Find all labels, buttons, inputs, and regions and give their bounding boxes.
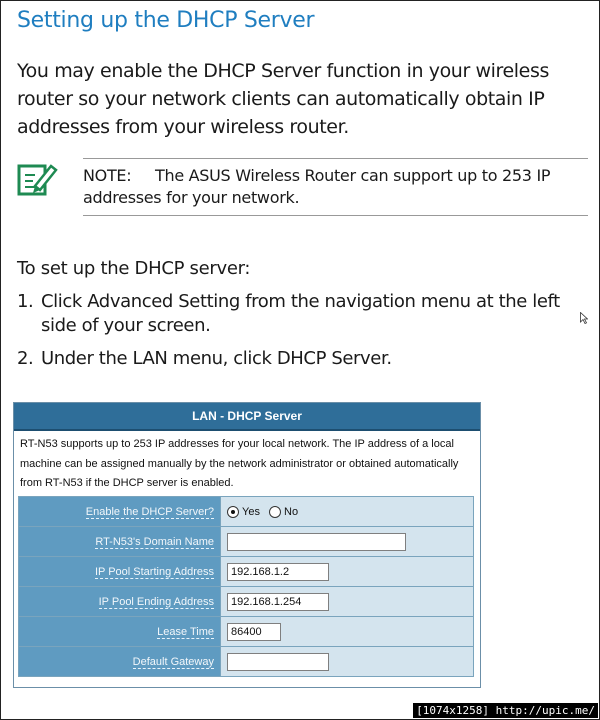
steps-lead: To set up the DHCP server: [17,258,251,279]
watermark-caption: [1074x1258] http://upic.me/ [413,703,598,718]
note-label: NOTE: [83,166,132,185]
step-text: Under the LAN menu, click DHCP Server. [41,348,392,369]
row-pool-start [19,557,474,587]
pool-end-label: IP Pool Ending Address [19,587,221,617]
row-lease-time [19,617,474,647]
step-text: Click Advanced Setting from the navigation menu at the left side of your screen. [41,291,560,336]
dhcp-no-radio[interactable] [269,506,281,518]
note-box [83,158,588,216]
row-pool-end [19,587,474,617]
enable-dhcp-options [221,497,474,527]
dhcp-yes-radio[interactable] [227,506,239,518]
lease-time-input[interactable]: 86400 [227,623,281,641]
step-2 [17,347,561,371]
lease-time-label: Lease Time [19,617,221,647]
step-number: 1. [17,291,34,312]
dhcp-settings-panel [13,402,481,688]
step-number: 2. [17,348,34,369]
pool-start-input[interactable]: 192.168.1.2 [227,563,329,581]
default-gateway-input[interactable] [227,653,329,671]
dhcp-yes-label[interactable]: Yes [242,505,260,518]
domain-name-input[interactable] [227,533,406,551]
note-pencil-icon [17,160,59,198]
note-text [83,165,588,209]
row-enable-dhcp [19,497,474,527]
dhcp-no-label[interactable]: No [284,505,299,518]
dhcp-form-table [18,496,474,677]
default-gateway-label: Default Gateway [19,647,221,677]
step-1 [17,290,561,338]
pool-end-input[interactable]: 192.168.1.254 [227,593,329,611]
intro-paragraph: You may enable the DHCP Server function in your wireless router so your network clients can automatically obtain IP addresses from your wireless router. [17,60,549,138]
pool-start-label: IP Pool Starting Address [19,557,221,587]
enable-dhcp-label: Enable the DHCP Server? [19,497,221,527]
row-domain-name [19,527,474,557]
panel-title: LAN - DHCP Server [14,403,480,431]
doc-title: Setting up the DHCP Server [17,8,315,33]
panel-description: RT-N53 supports up to 253 IP addresses for your local network. The IP address of a local machine can be assigned manually by the network administrator or obtained automatically from RT-N53 if the DHCP server is enabled. [20,438,459,489]
note-body: The ASUS Wireless Router can support up to 253 IP addresses for your network. [83,166,551,207]
row-default-gateway [19,647,474,677]
mouse-cursor-icon [580,312,588,324]
domain-name-label: RT-N53's Domain Name [19,527,221,557]
